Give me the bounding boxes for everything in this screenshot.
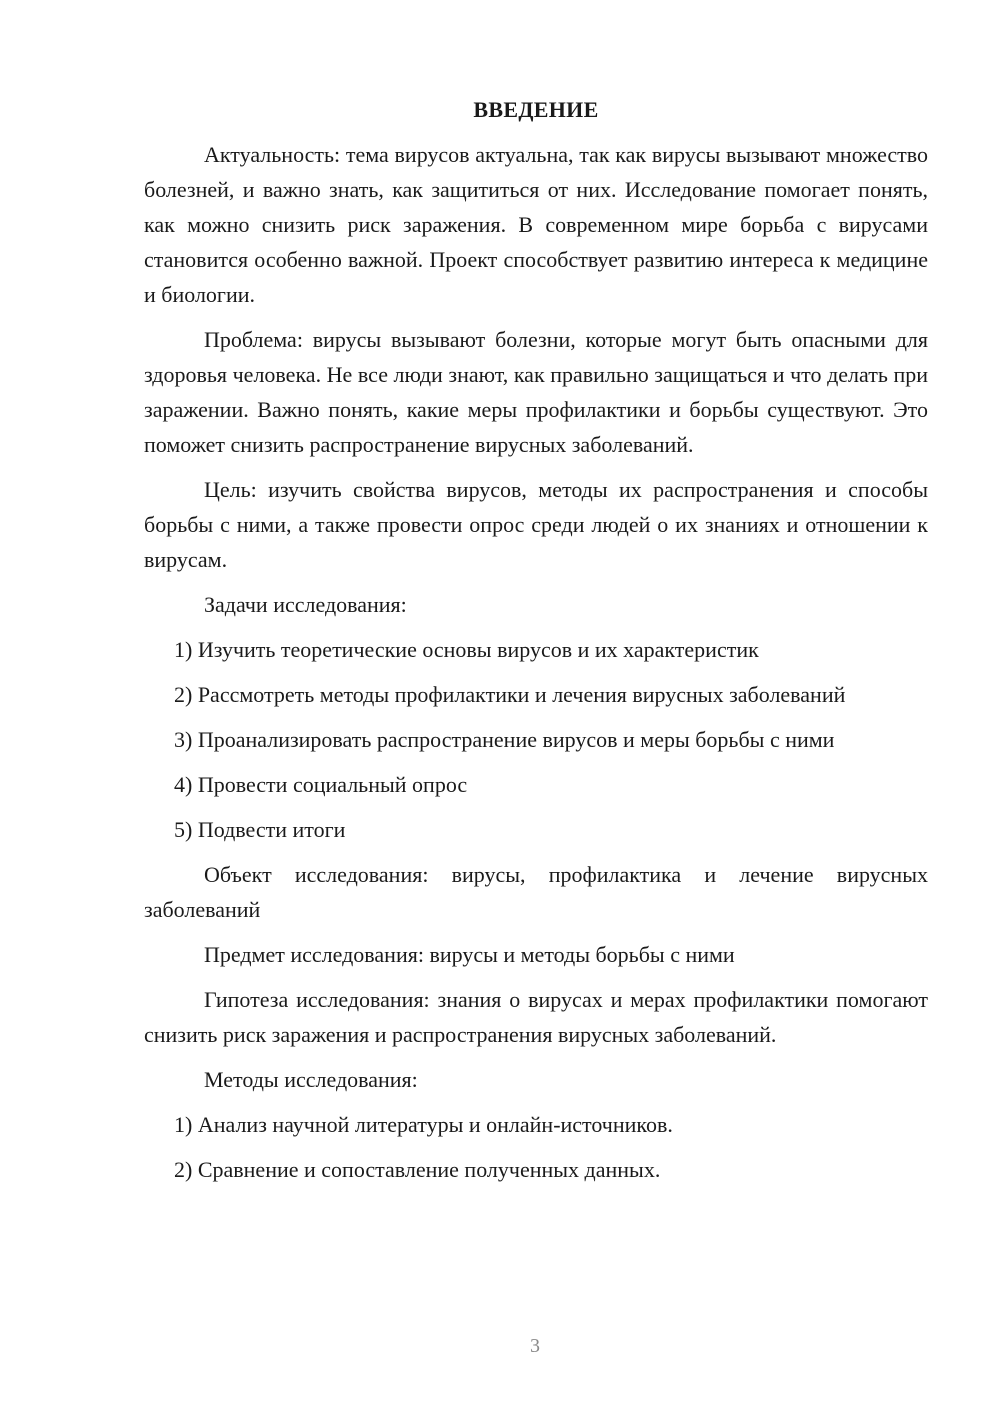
method-item-1: 1) Анализ научной литературы и онлайн-источников. — [174, 1112, 673, 1137]
paragraph-relevance: Актуальность: тема вирусов актуальна, так как вирусы вызывают множество болезней, и важно знать, как защититься от них. Исследование помогает понять, как можно снизить риск заражения. В современном мире борьба с вирусами становится особенно важной. Проект способствует развитию интереса к медицине и биологии. — [144, 142, 928, 307]
task-item-3: 3) Проанализировать распространение вирусов и меры борьбы с ними — [174, 727, 835, 752]
task-item-1: 1) Изучить теоретические основы вирусов и их характеристик — [174, 637, 759, 662]
paragraph-subject: Предмет исследования: вирусы и методы борьбы с ними — [204, 942, 735, 967]
methods-title: Методы исследования: — [204, 1067, 418, 1092]
page-number: 3 — [530, 1335, 540, 1357]
section-heading: ВВЕДЕНИЕ — [473, 97, 599, 122]
tasks-title: Задачи исследования: — [204, 592, 407, 617]
method-item-2: 2) Сравнение и сопоставление полученных данных. — [174, 1157, 661, 1182]
paragraph-problem: Проблема: вирусы вызывают болезни, которые могут быть опасными для здоровья человека. Не все люди знают, как правильно защищаться и что делать при заражении. Важно понять, какие меры профилактики и борьбы существуют. Это поможет снизить распространение вирусных заболеваний. — [144, 327, 928, 457]
page-content — [144, 92, 928, 1197]
paragraph-goal: Цель: изучить свойства вирусов, методы их распространения и способы борьбы с ними, а также провести опрос среди людей о их знаниях и отношении к вирусам. — [144, 477, 928, 572]
paragraph-object: Объект исследования: вирусы, профилактика и лечение вирусных заболеваний — [144, 862, 928, 922]
paragraph-hypothesis: Гипотеза исследования: знания о вирусах и мерах профилактики помогают снизить риск заражения и распространения вирусных заболеваний. — [144, 987, 928, 1047]
task-item-2: 2) Рассмотреть методы профилактики и лечения вирусных заболеваний — [174, 682, 846, 707]
task-item-4: 4) Провести социальный опрос — [174, 772, 468, 797]
task-item-5: 5) Подвести итоги — [174, 817, 346, 842]
